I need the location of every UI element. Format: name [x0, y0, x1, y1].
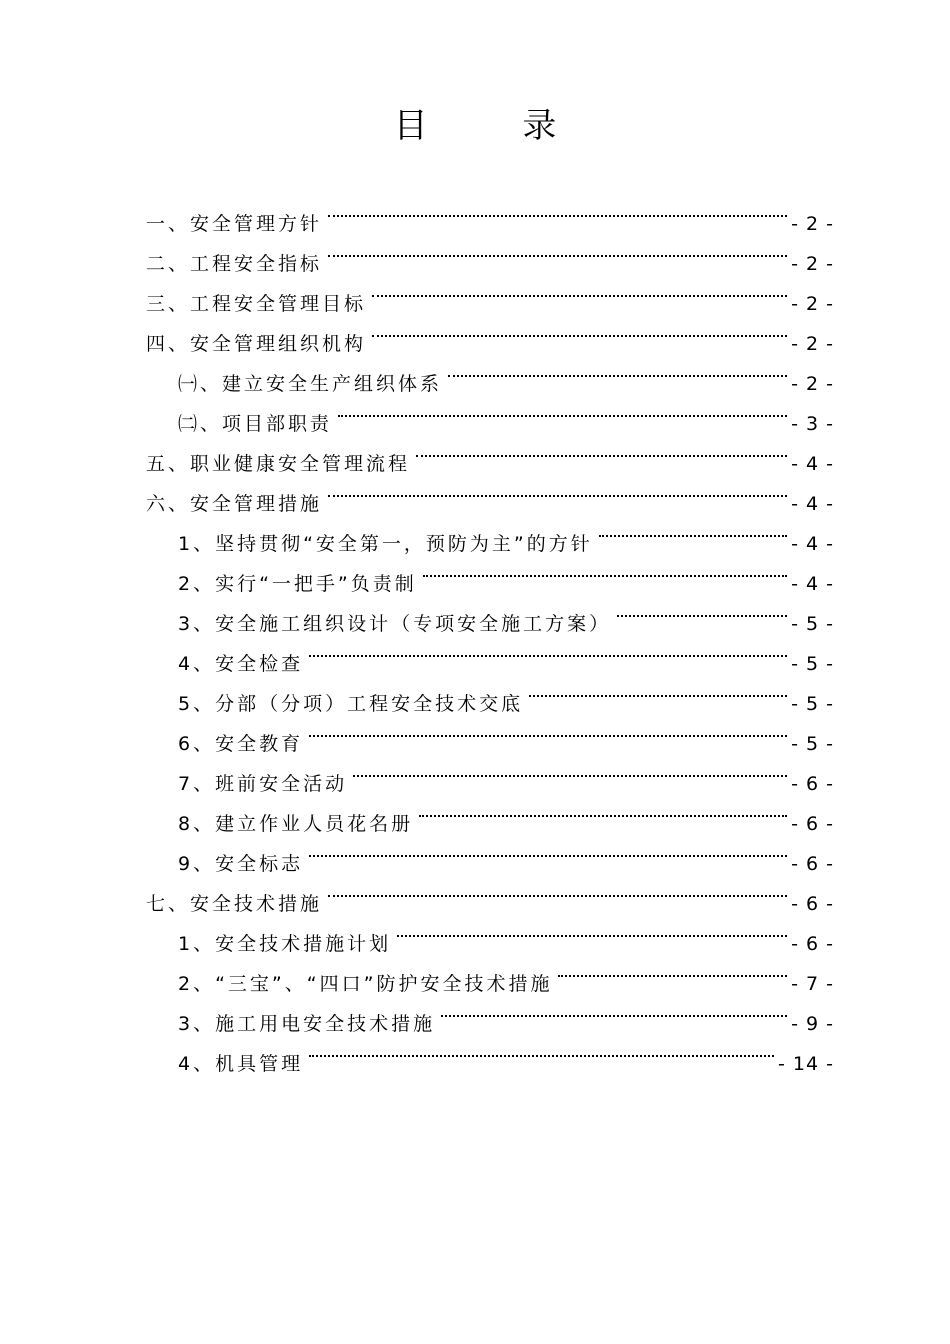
toc-entry-page: - 5 - — [791, 733, 834, 755]
toc-dot-leader — [419, 790, 787, 830]
toc-entry-page: - 4 - — [791, 533, 834, 555]
toc-entry-label: 5、分部（分项）工程安全技术交底 — [178, 693, 524, 715]
toc-entry-page: - 9 - — [791, 1013, 834, 1035]
toc-entry-label: ㈠、建立安全生产组织体系 — [178, 373, 443, 395]
toc-dot-leader — [416, 430, 787, 470]
toc-dot-leader — [372, 310, 787, 350]
toc-entry-label: 4、安全检查 — [178, 653, 304, 675]
toc-entry-label: ㈡、项目部职责 — [178, 413, 333, 435]
toc-dot-leader — [372, 270, 787, 310]
toc-entry-page: - 2 - — [791, 253, 834, 275]
toc-entry-page: - 14 - — [778, 1053, 834, 1075]
toc-dot-leader — [423, 550, 787, 590]
toc-entry-page: - 5 - — [791, 693, 834, 715]
toc-dot-leader — [617, 590, 787, 630]
toc-dot-leader — [338, 390, 787, 430]
toc-entry-label: 8、建立作业人员花名册 — [178, 813, 414, 835]
toc-dot-leader — [397, 910, 787, 950]
toc-entry-page: - 3 - — [791, 413, 834, 435]
toc-entry-label: 7、班前安全活动 — [178, 773, 348, 795]
toc-entry-label: 3、施工用电安全技术措施 — [178, 1013, 436, 1035]
toc-entry-page: - 4 - — [791, 453, 834, 475]
toc-dot-leader — [441, 990, 787, 1030]
toc-dot-leader — [328, 470, 787, 510]
toc-dot-leader — [328, 870, 787, 910]
toc-entry-page: - 6 - — [791, 773, 834, 795]
toc-entry-label: 五、职业健康安全管理流程 — [146, 453, 411, 475]
toc-entry-label: 9、安全标志 — [178, 853, 304, 875]
toc-entry-page: - 6 - — [791, 933, 834, 955]
toc-entry-page: - 6 - — [791, 893, 834, 915]
toc-dot-leader — [353, 750, 787, 790]
toc-entry-page: - 2 - — [791, 293, 834, 315]
toc-entry-page: - 5 - — [791, 613, 834, 635]
toc-dot-leader — [309, 630, 787, 670]
toc-entry-page: - 4 - — [791, 493, 834, 515]
toc-dot-leader — [309, 830, 787, 870]
toc-entry-label: 2、“三宝”、“四口”防护安全技术措施 — [178, 973, 553, 995]
table-of-contents — [146, 190, 834, 1075]
toc-dot-leader — [448, 350, 787, 390]
toc-dot-leader — [328, 230, 787, 270]
toc-dot-leader — [529, 670, 787, 710]
toc-entry-label: 一、安全管理方针 — [146, 213, 323, 235]
toc-entry-page: - 4 - — [791, 573, 834, 595]
toc-entry-label: 4、机具管理 — [178, 1053, 304, 1075]
page-title: 目 录 — [393, 106, 599, 146]
toc-entry-page: - 2 - — [791, 213, 834, 235]
toc-entry-label: 六、安全管理措施 — [146, 493, 323, 515]
toc-entry[interactable] — [146, 190, 834, 235]
toc-entry-label: 七、安全技术措施 — [146, 893, 323, 915]
toc-entry-label: 二、工程安全指标 — [146, 253, 323, 275]
toc-entry-label: 2、实行“一把手”负责制 — [178, 573, 417, 595]
toc-entry-label: 3、安全施工组织设计（专项安全施工方案） — [178, 613, 612, 635]
toc-entry-page: - 6 - — [791, 813, 834, 835]
toc-entry-page: - 2 - — [791, 333, 834, 355]
toc-entry-label: 四、安全管理组织机构 — [146, 333, 367, 355]
toc-dot-leader — [599, 510, 787, 550]
toc-entry-label: 1、坚持贯彻“安全第一，预防为主”的方针 — [178, 533, 593, 555]
toc-entry-page: - 5 - — [791, 653, 834, 675]
toc-entry-page: - 7 - — [791, 973, 834, 995]
toc-entry-page: - 6 - — [791, 853, 834, 875]
toc-dot-leader — [309, 1030, 774, 1070]
toc-entry-page: - 2 - — [791, 373, 834, 395]
toc-entry-label: 三、工程安全管理目标 — [146, 293, 367, 315]
toc-entry-label: 1、安全技术措施计划 — [178, 933, 392, 955]
toc-dot-leader — [558, 950, 787, 990]
toc-entry-label: 6、安全教育 — [178, 733, 304, 755]
toc-dot-leader — [309, 710, 787, 750]
toc-dot-leader — [328, 190, 787, 230]
